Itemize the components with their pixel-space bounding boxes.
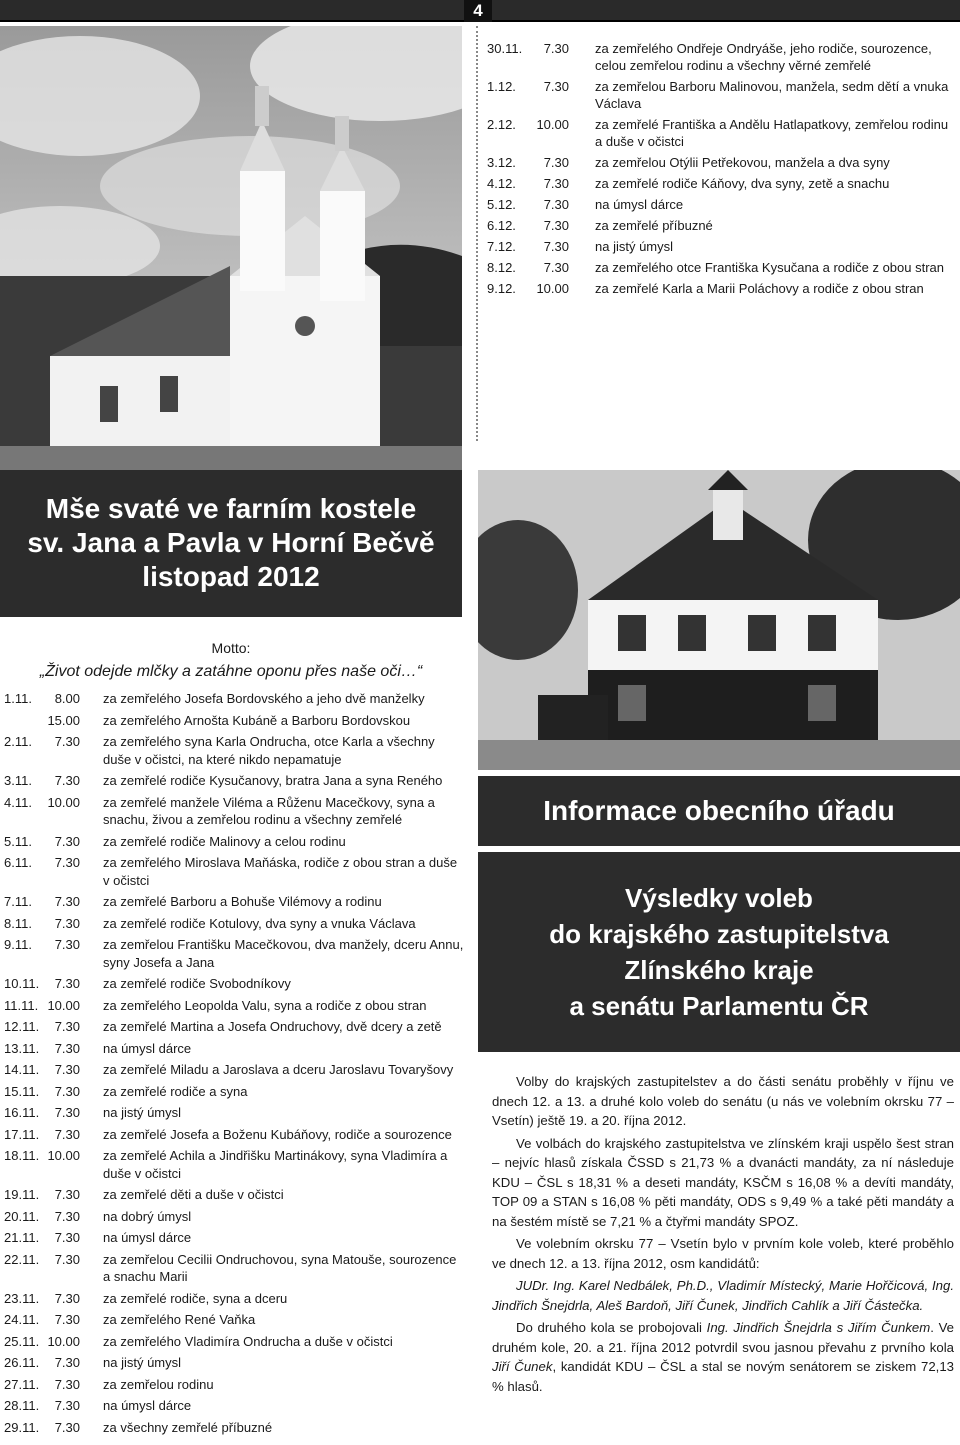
mass-time: 7.30	[54, 976, 80, 991]
mass-row	[487, 154, 957, 171]
elections-line3: Zlínského kraje	[624, 955, 814, 985]
mass-time: 7.30	[54, 1419, 80, 1435]
mass-row	[487, 259, 957, 276]
mass-date: 9.11.	[4, 937, 32, 952]
column-divider	[476, 26, 478, 441]
mass-time: 10.00	[47, 1148, 80, 1163]
mass-intention: za všechny zemřelé příbuzné	[103, 1419, 273, 1435]
article-text: , kandidát KDU – ČSL a stal se novým senátorem se ziskem 72,13 % hlasů.	[492, 1359, 954, 1394]
mass-intention: za zemřelého Leopolda Valu, syna a rodiče z obou stran	[103, 997, 427, 1013]
mass-row	[487, 280, 957, 297]
mass-intention: za zemřelou Cecilii Ondruchovou, syna Matouše, sourozence a snachu Marii	[103, 1251, 457, 1284]
mass-time: 7.30	[54, 773, 80, 788]
mass-time: 7.30	[54, 894, 80, 909]
mass-time: 10.00	[47, 997, 80, 1013]
mass-time: 7.30	[543, 260, 569, 275]
mass-time: 7.30	[54, 1398, 80, 1413]
mass-intention: za zemřelého René Vaňka	[103, 1312, 256, 1327]
mass-row	[4, 1040, 466, 1058]
mass-intention: za zemřelou Františku Macečkovou, dva manžely, dceru Annu, syny Josefa a Jana	[103, 937, 464, 970]
mass-time: 7.30	[543, 41, 569, 56]
mass-date: 20.11.	[4, 1208, 40, 1224]
article-text: Do druhého kola se probojovali	[516, 1320, 707, 1335]
page-number-bar	[0, 0, 960, 22]
mass-date: 8.11.	[4, 915, 32, 931]
mass-time: 7.30	[54, 1062, 80, 1077]
mass-date: 3.12.	[487, 155, 516, 170]
elections-line1: Výsledky voleb	[625, 883, 813, 913]
mass-time: 7.30	[54, 1376, 80, 1392]
mass-intention: za zemřelé rodiče, syna a dceru	[103, 1290, 288, 1306]
mass-intention: na úmysl dárce	[103, 1398, 192, 1413]
mass-time: 7.30	[54, 1083, 80, 1099]
mass-row	[487, 196, 957, 213]
mass-date: 8.12.	[487, 260, 516, 275]
candidates-paragraph	[492, 1276, 954, 1315]
town-hall-photo	[478, 470, 960, 770]
mass-row	[4, 833, 466, 851]
mass-time: 7.30	[54, 734, 80, 749]
mass-intention: za zemřelé rodiče Malinovy a celou rodinu	[103, 833, 346, 849]
december-mass-list	[487, 40, 957, 301]
mass-row	[4, 1229, 466, 1247]
mass-time: 7.30	[54, 1019, 80, 1034]
mass-row	[4, 1147, 466, 1182]
article-paragraph: Volby do krajských zastupitelstev a do části senátu proběhly v říjnu ve dnech 12. a 13. a druhé kolo voleb do senátu (u nás ve volebním okrsku 77 – Vsetín) ještě 19. a 20. října 2012.	[492, 1074, 954, 1128]
mass-date: 25.11.	[4, 1333, 40, 1349]
mass-intention: za zemřelého otce Františka Kysučana a rodiče z obou stran	[595, 260, 945, 275]
mass-intention: za zemřelé rodiče Káňovy, dva syny, zetě a snachu	[595, 176, 890, 191]
mass-time: 7.30	[54, 855, 80, 870]
mass-intention: za zemřelého Ondřeje Ondryáše, jeho rodiče, sourozence, celou zemřelou rodinu a všechny věrné zemřelé	[595, 41, 932, 73]
mass-row	[487, 40, 957, 74]
mass-row	[487, 175, 957, 192]
motto	[0, 636, 462, 684]
mass-date: 21.11.	[4, 1230, 40, 1245]
mass-intention: za zemřelé Achila a Jindřišku Martinákovy, syna Vladimíra a duše v očistci	[103, 1148, 448, 1181]
mass-time: 10.00	[47, 794, 80, 810]
mass-row	[4, 1186, 466, 1204]
mass-date: 17.11.	[4, 1126, 40, 1142]
mass-time: 7.30	[54, 1251, 80, 1267]
page-number: 4	[464, 0, 492, 22]
mass-row	[4, 854, 466, 889]
mass-row	[4, 1104, 466, 1122]
mass-date: 12.11.	[4, 1019, 40, 1034]
article-text: . Ve druhém kole, 20. a 21. října 2012 potvrdil svou jasnou převahu z prvního kola	[492, 1320, 954, 1355]
mass-row	[4, 936, 466, 971]
mass-time: 7.30	[54, 1187, 80, 1202]
mass-time: 7.30	[54, 1312, 80, 1327]
mass-row	[4, 1333, 466, 1351]
article-names: Ing. Jindřich Šnejdrla s Jiřím Čunkem	[706, 1320, 931, 1335]
mass-intention: za zemřelé rodiče Kysučanovy, bratra Jana a syna Reného	[103, 773, 443, 788]
mass-date: 5.12.	[487, 197, 516, 212]
mass-intention: za zemřelou rodinu	[103, 1376, 214, 1392]
mass-date: 4.11.	[4, 794, 32, 810]
mass-time: 7.30	[54, 937, 80, 952]
mass-intention: na jistý úmysl	[595, 239, 674, 254]
mass-intention: za zemřelé děti a duše v očistci	[103, 1187, 284, 1202]
mass-time: 7.30	[54, 915, 80, 931]
mass-date: 5.11.	[4, 833, 32, 849]
mass-date: 2.11.	[4, 734, 32, 749]
mass-intention: za zemřelého Josefa Bordovského a jeho dvě manželky	[103, 691, 425, 706]
mass-time: 7.30	[543, 176, 569, 191]
mass-time: 8.00	[54, 691, 80, 706]
church-photo	[0, 26, 462, 470]
mass-row	[4, 1208, 466, 1226]
elections-line2: do krajského zastupitelstva	[549, 919, 889, 949]
mass-intention: na dobrý úmysl	[103, 1208, 192, 1224]
mass-time: 7.30	[54, 1105, 80, 1120]
mass-row	[487, 217, 957, 234]
mass-intention: za zemřelé manžele Viléma a Růženu Macečkovy, syna a snachu, živou a zemřelou rodinu a všechny zemřelé	[103, 794, 435, 827]
mass-row	[4, 1290, 466, 1308]
mass-time: 7.30	[543, 79, 569, 94]
mass-row	[4, 772, 466, 790]
mass-date: 28.11.	[4, 1398, 40, 1413]
mass-time: 7.30	[54, 1230, 80, 1245]
mass-time: 7.30	[54, 1208, 80, 1224]
elections-line4: a senátu Parlamentu ČR	[569, 991, 869, 1021]
mass-intention: za zemřelou Otýlii Petřekovou, manžela a dva syny	[595, 155, 890, 170]
mass-intention: za zemřelé rodiče a syna	[103, 1083, 248, 1099]
mass-intention: na úmysl dárce	[595, 197, 684, 212]
november-mass-list	[4, 690, 466, 1440]
mass-row	[4, 1376, 466, 1394]
mass-date: 9.12.	[487, 281, 516, 296]
mass-banner-line1: Mše svaté ve farním kostele	[45, 493, 417, 524]
mass-row	[4, 794, 466, 829]
mass-time: 7.30	[543, 155, 569, 170]
mass-intention: za zemřelé Miladu a Jaroslava a dceru Jaroslavu Tovaryšovy	[103, 1062, 454, 1077]
mass-date: 3.11.	[4, 773, 32, 788]
mass-row	[487, 78, 957, 112]
mass-intention: na úmysl dárce	[103, 1040, 192, 1056]
mass-date: 7.11.	[4, 894, 32, 909]
mass-time: 7.30	[54, 1355, 80, 1370]
mass-row	[4, 1311, 466, 1329]
mass-row	[4, 1251, 466, 1286]
mass-date: 11.11.	[4, 997, 39, 1013]
mass-banner-line2: sv. Jana a Pavla v Horní Bečvě	[27, 527, 435, 558]
mass-banner-line3: listopad 2012	[142, 561, 320, 592]
mass-date: 19.11.	[4, 1187, 40, 1202]
mass-time: 7.30	[543, 197, 569, 212]
mass-row	[4, 915, 466, 933]
mass-row	[4, 893, 466, 911]
mass-date: 14.11.	[4, 1062, 40, 1077]
election-article	[492, 1072, 954, 1399]
mass-time: 7.30	[543, 218, 569, 233]
article-paragraph	[492, 1318, 954, 1396]
mass-date: 4.12.	[487, 176, 516, 191]
mass-row	[4, 1061, 466, 1079]
mass-row	[4, 1354, 466, 1372]
mass-date	[4, 712, 38, 730]
mass-date: 16.11.	[4, 1105, 40, 1120]
mass-intention: za zemřelé Karla a Marii Poláchovy a rodiče z obou stran	[595, 281, 924, 296]
mass-intention: za zemřelé Martina a Josefa Ondruchovy, dvě dcery a zetě	[103, 1019, 442, 1034]
mass-row	[4, 975, 466, 993]
mass-date: 1.11.	[4, 691, 32, 706]
mass-time: 10.00	[536, 281, 569, 296]
mass-date: 18.11.	[4, 1148, 40, 1163]
article-paragraph: Ve volebním okrsku 77 – Vsetín bylo v prvním kole voleb, které proběhlo ve dnech 12. a 13. října 2012, osm kandidátů:	[492, 1236, 954, 1271]
mass-date: 2.12.	[487, 117, 516, 132]
mass-date: 27.11.	[4, 1376, 40, 1392]
mass-intention: za zemřelé rodiče Svobodníkovy	[103, 976, 291, 991]
mass-time: 15.00	[47, 712, 80, 728]
mass-date: 24.11.	[4, 1312, 40, 1327]
mass-date: 13.11.	[4, 1040, 40, 1056]
mass-date: 6.11.	[4, 855, 32, 870]
mass-time: 7.30	[54, 1040, 80, 1056]
mass-row	[4, 1419, 466, 1437]
mass-intention: na jistý úmysl	[103, 1355, 182, 1370]
mass-intention: za zemřelé Františka a Andělu Hatlapatkovy, zemřelou rodinu a duše v očistci	[595, 117, 949, 149]
mass-intention: na úmysl dárce	[103, 1230, 192, 1245]
article-paragraph: Ve volbách do krajského zastupitelstva ve zlínském kraji uspělo šest stran – nejvíc hlasů získala ČSSD s 21,73 % a dvanácti mandáty, za ní následuje KDU – ČSL s 18,31 % a deseti mandáty, KSČM s 16,08 % a devíti mandáty, TOP 09 a STAN s 16,08 % pěti mandáty, ODS s 9,49 % a také pěti mandáty a na šestém místě se 7,21 % a čtyřmi mandáty SPOZ.	[492, 1135, 954, 1229]
mass-intention: za zemřelého Miroslava Maňáska, rodiče z obou stran a duše v očistci	[103, 855, 458, 888]
mass-intention: za zemřelého syna Karla Ondrucha, otce Karla a všechny duše v očistci, na které nikdo nepamatuje	[103, 734, 435, 767]
mass-time: 7.30	[54, 1290, 80, 1306]
mass-intention: na jistý úmysl	[103, 1105, 182, 1120]
mass-intention: za zemřelé Josefa a Boženu Kubáňovy, rodiče a sourozence	[103, 1126, 452, 1142]
mass-intention: za zemřelého Arnošta Kubáně a Barboru Bordovskou	[103, 712, 411, 728]
mass-time: 10.00	[536, 117, 569, 132]
mass-intention: za zemřelé příbuzné	[595, 218, 713, 233]
candidates-list: JUDr. Ing. Karel Nedbálek, Ph.D., Vladimír Místecký, Marie Hořčicová, Ing. Jindřich Šnejdrla, Aleš Bardoň, Jiří Čunek, Jindřich Cahlík a Jiří Částečka.	[492, 1278, 954, 1313]
mass-date: 6.12.	[487, 218, 516, 233]
mass-date: 30.11.	[487, 41, 523, 56]
mass-row	[4, 1018, 466, 1036]
mass-time: 7.30	[54, 1126, 80, 1142]
mass-banner	[0, 470, 462, 617]
mass-date: 26.11.	[4, 1355, 40, 1370]
mass-row	[4, 1083, 466, 1101]
mass-row	[487, 116, 957, 150]
motto-label: Motto:	[211, 640, 251, 656]
mass-row	[4, 1126, 466, 1144]
mass-date: 7.12.	[487, 239, 516, 254]
mass-row	[487, 238, 957, 255]
mass-date: 23.11.	[4, 1290, 40, 1306]
mass-row	[4, 997, 466, 1015]
mass-intention: za zemřelého Vladimíra Ondrucha a duše v očistci	[103, 1333, 393, 1349]
mass-date: 10.11.	[4, 976, 40, 991]
mass-row	[4, 712, 466, 730]
mass-intention: za zemřelou Barboru Malinovou, manžela, sedm dětí a vnuka Václava	[595, 79, 949, 111]
mass-date: 15.11.	[4, 1083, 40, 1099]
mass-intention: za zemřelé rodiče Kotulovy, dva syny a vnuka Václava	[103, 915, 416, 931]
mass-date: 29.11.	[4, 1419, 40, 1435]
mass-date: 22.11.	[4, 1251, 40, 1267]
motto-quote: „Život odejde mlčky a zatáhne oponu přes naše oči…“	[39, 663, 423, 680]
mass-time: 7.30	[543, 239, 569, 254]
mass-date: 1.12.	[487, 79, 516, 94]
mass-time: 10.00	[47, 1333, 80, 1349]
article-winner: Jiří Čunek	[492, 1359, 553, 1374]
mass-intention: za zemřelé Barboru a Bohuše Vilémovy a rodinu	[103, 894, 382, 909]
mass-row	[4, 690, 466, 708]
mass-row	[4, 733, 466, 768]
mass-row	[4, 1397, 466, 1415]
elections-banner	[478, 852, 960, 1052]
office-banner: Informace obecního úřadu	[478, 776, 960, 846]
mass-time: 7.30	[54, 833, 80, 849]
